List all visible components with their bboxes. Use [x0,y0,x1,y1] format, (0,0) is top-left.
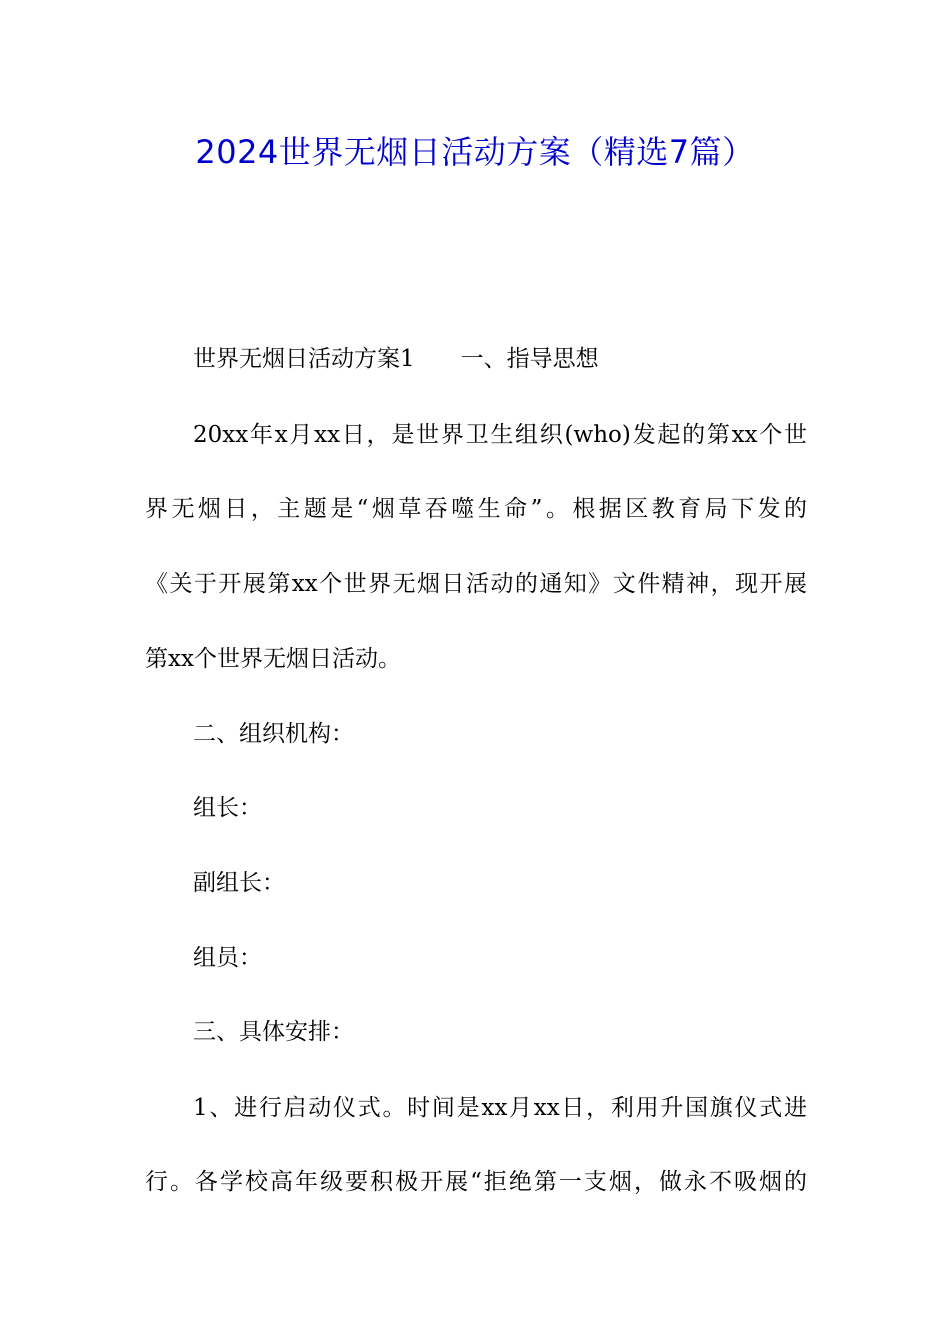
heading-line [193,340,807,378]
leader-label: 组长： [193,795,262,821]
members-label: 组员： [193,945,262,971]
section-3-heading: 三、具体安排： [193,1019,354,1045]
paragraph-2-line-1: 1、进行启动仪式。时间是xx月xx日，利用升国旗仪式进 [193,1095,807,1121]
section-name: 世界无烟日活动方案1 [193,346,415,372]
section-2-heading: 二、组织机构： [193,721,354,747]
paragraph-1-line-2: 界无烟日，主题是“烟草吞噬生命”。根据区教育局下发的 [145,496,807,522]
paragraph-2-line-2: 行。各学校高年级要积极开展“拒绝第一支烟，做永不吸烟的 [145,1169,807,1195]
paragraph-1-line-3: 《关于开展第xx个世界无烟日活动的通知》文件精神，现开展 [145,571,807,597]
subsection-heading: 一、指导思想 [460,346,599,372]
paragraph-1-line-1: 20xx年x月xx日，是世界卫生组织(who)发起的第xx个世 [193,422,807,448]
deputy-leader-label: 副组长： [193,870,285,896]
paragraph-1-line-4: 第xx个世界无烟日活动。 [145,646,401,672]
document-title: 2024世界无烟日活动方案（精选7篇） [195,133,755,171]
